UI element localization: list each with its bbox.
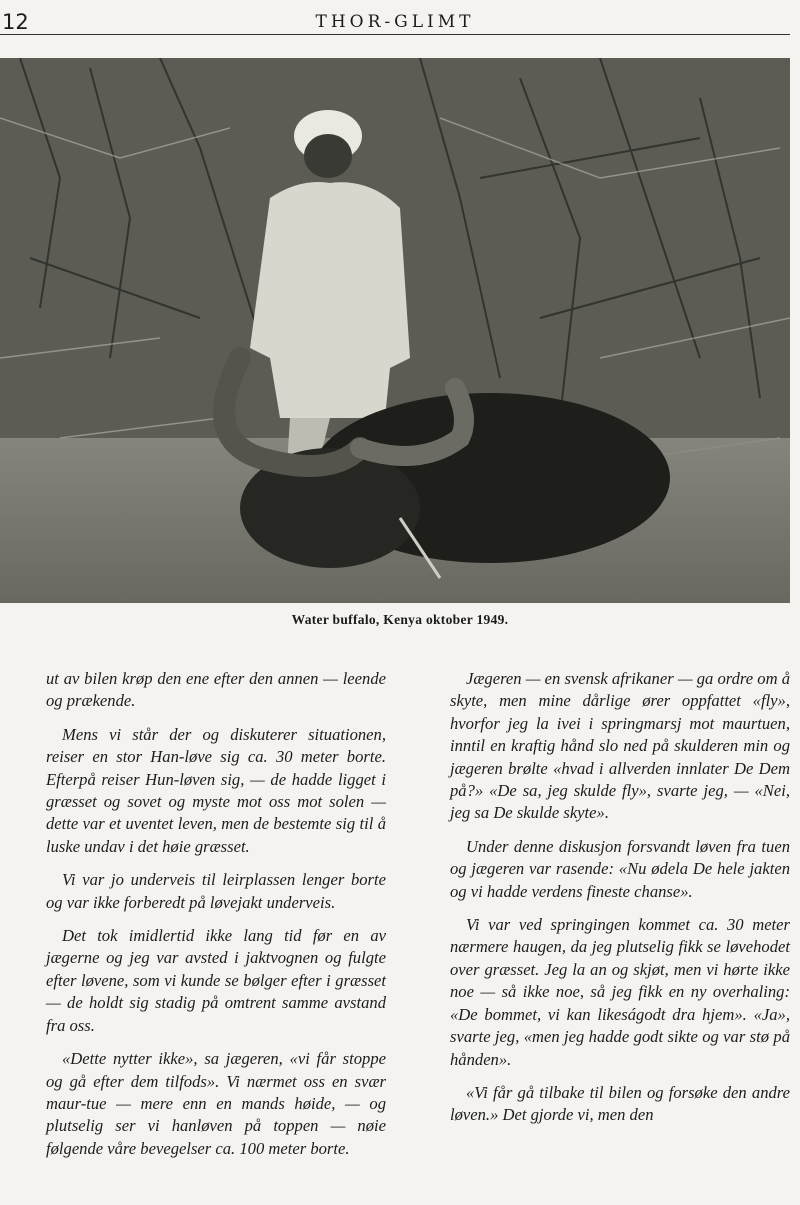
photo-caption: Water buffalo, Kenya oktober 1949. — [291, 612, 509, 627]
photograph-icon — [0, 58, 790, 603]
paragraph: Mens vi står der og diskuterer situationen, reiser en stor Han-løve sig ca. 30 meter borte. Efterpå reiser Hun-løven sig, — de hadde ligget i græsset og sovet og myste mot oss mot solen — dette var et uventet leven, men de bestemte sig til å luske undav i det høie græsset. — [46, 724, 386, 856]
paragraph: ut av bilen krøp den ene efter den annen — leende og prækende. — [46, 669, 386, 711]
paragraph: «Dette nytter ikke», sa jægeren, «vi får stoppe og gå efter dem tilfods». Vi nærmet oss en svær maur-tue — mere enn en mands høide, — og plutselig ser vi hanløven på toppen — nøie følgende våre bevegelser ca. 100 meter borte. — [46, 1049, 386, 1158]
page-number: 12 — [2, 10, 29, 34]
header-rule — [0, 34, 790, 35]
running-title: THOR-GLIMT — [315, 12, 475, 32]
paragraph: Jægeren — en svensk afrikaner — ga ordre om å skyte, men mine dårlige ører oppfattet «fly», hvorfor jeg la ivei i springmarsj mot maurtuen, inntil en kraftig hånd slo ned på skulderen min og jægeren brølte «hvad i allverden innlater De Dem på?» «De sa, jeg skulde fly», svarte jeg, — «Nei, jeg sa De skulde skyte». — [450, 669, 790, 823]
photograph — [0, 58, 790, 603]
paragraph: Vi var ved springingen kommet ca. 30 meter nærmere haugen, da jeg plutselig fikk se løvehodet over græsset. Jeg la an og skjøt, men vi hørte ikke noe — så ikke noe, så jeg fikk en ny overhaling: «De bommet, vi kan likeságodt dra hjem». «Ja», svarte jeg, «men jeg hadde godt sikte og var stø på hånden». — [450, 915, 790, 1069]
paragraph: Under denne diskusjon forsvandt løven fra tuen og jægeren var rasende: «Nu ødela De hele jakten og vi hadde verdens fineste chanse». — [450, 836, 790, 901]
paragraph: Det tok imidlertid ikke lang tid før en av jægerne og jeg var avsted i jaktvognen og fulgte efter løvene, som vi kunde se bølger efter i græsset — de holdt sig stadig på omtrent samme avstand fra oss. — [46, 926, 386, 1035]
left-column — [46, 668, 386, 1171]
right-column — [450, 668, 790, 1138]
paragraph: «Vi får gå tilbake til bilen og forsøke den andre løven.» Det gjorde vi, men den — [450, 1082, 790, 1125]
page-header — [0, 8, 800, 38]
paragraph: Vi var jo underveis til leirplassen lenger borte og var ikke forberedt på løvejakt underveis. — [46, 870, 386, 912]
